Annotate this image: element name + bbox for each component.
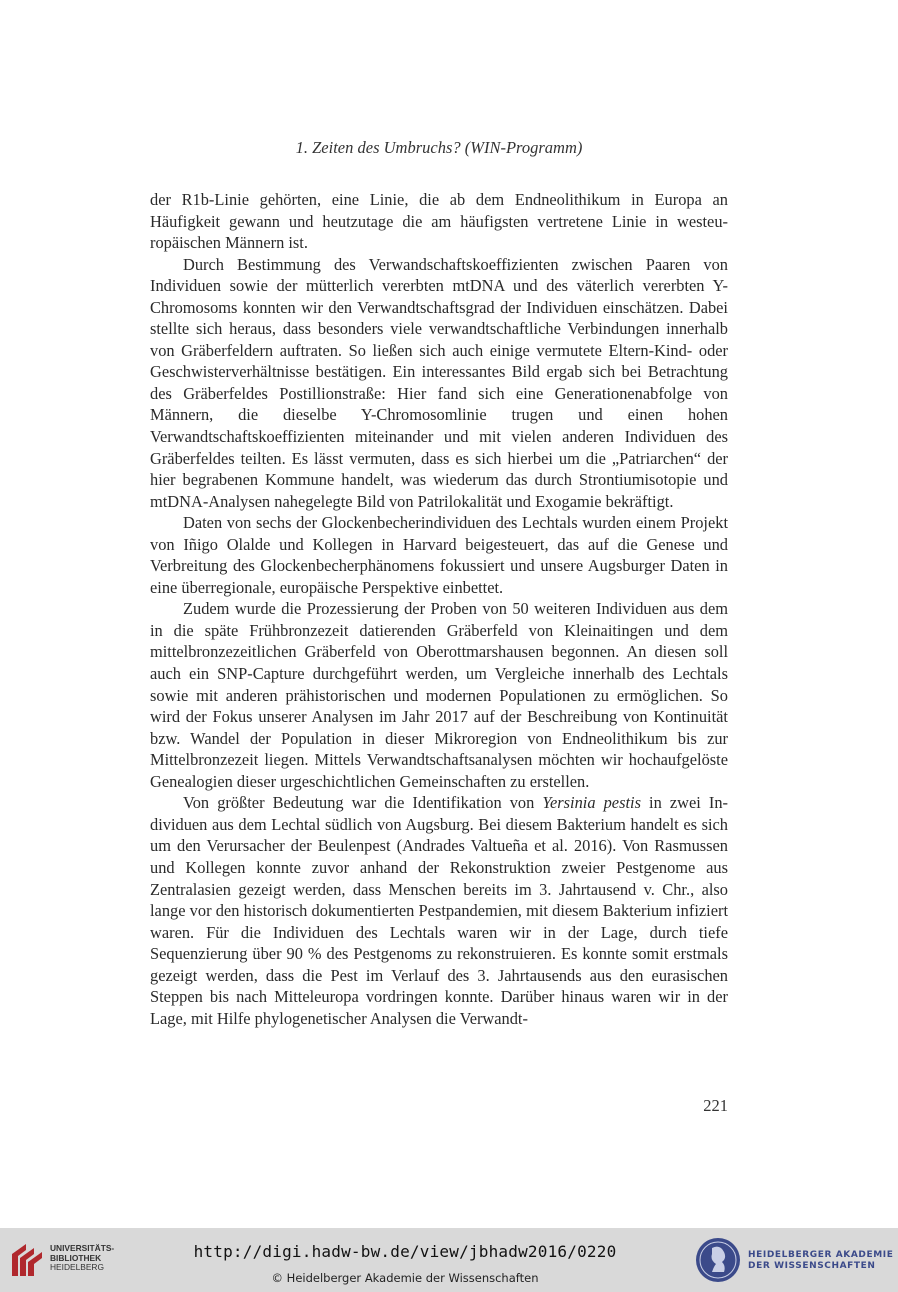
paragraph [150,189,728,254]
paragraph-text: der R1b-Linie gehörten, eine Linie, die ab dem Endneolithikum in Europa an Häufigkeit gewann und heutzutage die am häufigsten vertretene Linie in westeuropäischen Männern ist. [150,190,728,253]
paragraph [150,598,728,792]
university-library-line-1: UNIVERSITÄTS- [50,1243,115,1253]
academy-logo-text [748,1250,894,1272]
body-text [150,189,728,1029]
paragraph-text: Daten von sechs der Glockenbecherindividuen des Lechtals wurden einem Projekt von Iñigo Olalde und Kollegen in Harvard beigesteuert, das auf die Genese und Verbreitung des Glockenbecherphänomens fokussiert und unsere Augsburger Daten in eine überregionale, europäische Perspektive einbettet. [150,513,728,597]
paragraph-text: in zwei Individuen aus dem Lechtal südlich von Augsburg. Bei diesem Bakterium handelt es sich um den Verursacher der Beulenpest (Andrades Valtueña et al. 2016). Von Rasmussen und Kollegen konnte zuvor anhand der Rekonstruktion zweier Pestgenome aus Zentralasien gezeigt werden, dass Menschen bereits im 3. Jahrtausend v. Chr., also lange vor den historisch dokumentierten Pestpandemien, mit diesem Bakterium infiziert waren. Für die Individuen des Lechtals waren wir in der Lage, durch tiefe Sequenzierung über 90 % des Pestgenoms zu rekonstruieren. Es konnte somit erstmals gezeigt werden, dass die Pest im Verlauf des 3. Jahrtausends aus den eurasischen Steppen bis nach Mitteleuropa vordringen konnte. Darüber hinaus waren wir in der Lage, mit Hilfe phylogenetischer Analysen die Verwandt- [150,793,728,1028]
copyright-notice: © Heidelberger Akademie der Wissenschaften [271,1271,539,1285]
paragraph-text: Von größter Bedeutung war die Identifikation von [183,793,543,813]
paragraph-text: Durch Bestimmung des Verwandschaftskoeffizienten zwischen Paaren von Individuen sowie der mütterlich vererbten mtDNA und des väterlich vererbten Y-Chromosoms konnten wir den Verwandtschaftsgrad der Individuen einschätzen. Dabei stellte sich heraus, dass besonders viele verwandtschaftliche Verbindungen innerhalb von Gräberfeldern auftraten. So ließen sich auch einige vermutete Eltern-Kind- oder Geschwisterverhältnisse bestätigen. Ein interessantes Bild ergab sich bei Betrachtung des Gräberfeldes Postillionstraße: Hier fand sich eine Generationenabfolge von Männern, die dieselbe Y-Chromosomlinie trugen und einen hohen Verwandtschaftskoeffizienten miteinander und mit vielen anderen Individuen des Gräberfeldes teilten. Es lässt vermuten, dass es sich hierbei um die „Patriarchen“ der hier begrabenen Kommune handelt, was wiederum das durch Strontiumisotopie und mtDNA-Analysen nahegelegte Bild von Patrilokalität und Exogamie bekräftigt. [150,254,728,511]
paragraph [150,254,728,513]
university-library-logo-mark-icon [8,1238,46,1278]
paragraph-text: Zudem wurde die Prozessierung der Proben von 50 weiteren Individuen aus dem in die späte Frühbronzezeit datierenden Gräberfeld von Kleinaitingen und dem mittelbronzezeitlichen Gräberfeld von Oberottmarshausen begonnen. An diesen soll auch ein SNP-Capture durchgeführt werden, um Vergleiche innerhalb des Lechtals sowie mit anderen prähistorischen und modernen Populationen zu ermöglichen. So wird der Fokus unserer Analysen im Jahr 2017 auf der Beschreibung von Kontinuität bzw. Wandel der Population in dieser Mikroregion von Endneolithikum bis zur Mittelbronzezeit liegen. Mittels Verwandtschaftsanalysen möchten wir hochaufgelöste Genealogien dieser urgeschichtlichen Gemeinschaften zu erstellen. [150,599,728,791]
paragraph [150,792,728,1029]
academy-logo[interactable] [694,1234,894,1286]
university-library-logo-text [50,1244,114,1273]
italic-term: Yersinia pestis [542,793,641,813]
academy-seal-icon [694,1234,742,1286]
academy-logo-line-1: HEIDELBERGER AKADEMIE [748,1250,894,1260]
viewer-footer [0,1228,898,1292]
page-number: 221 [703,1096,728,1115]
running-head: 1. Zeiten des Umbruchs? (WIN-Programm) [295,138,583,157]
paragraph [150,512,728,598]
university-library-logo[interactable] [8,1236,128,1280]
university-library-line-3: HEIDELBERG [50,1262,104,1273]
academy-logo-line-2: DER WISSENSCHAFTEN [748,1261,876,1271]
permalink-url[interactable]: http://digi.hadw-bw.de/view/jbhadw2016/0220 [193,1242,617,1261]
university-library-line-2: BIBLIOTHEK [50,1252,102,1263]
